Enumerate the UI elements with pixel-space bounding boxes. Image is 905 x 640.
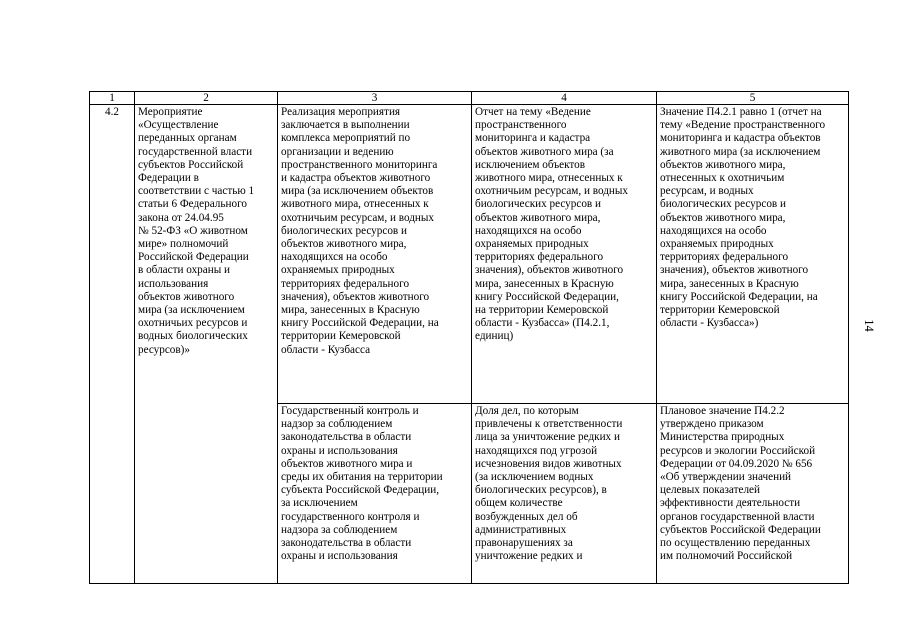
indicator-cell: Доля дел, по которым привлечены к ответственности лица за уничтожение редких и находящихся под угрозой исчезновения видов животных (за исключением водных биологических ресурсов), в общем количестве возбужденных дел об административных правонарушениях за уничтожение редких и [472,404,657,584]
row-number: 4.2 [90,105,135,584]
page-number: 14 [861,319,876,332]
implementation-cell: Реализация мероприятия заключается в выполнении комплекса мероприятий по организации и ведению пространственного мониторинга и кадастра объектов животного мира (за исключением объектов животного мира, отнесенных к охотничьим ресурсам, и водных биологических ресурсов и объектов животного мира, находящихся на особо охраняемых природных территориях федерального значения), объектов животного мира, занесенных в Красную книгу Российской Федерации, на территории Кемеровской области - Кузбасса [278,105,472,404]
indicator-cell: Отчет на тему «Ведение пространственного мониторинга и кадастра объектов животного мира (за исключением объектов животного мира, отнесенных к охотничьим ресурсам, и водных биологических ресурсов и объектов животного мира, находящихся на особо охраняемых природных территориях федерального значения), объектов животного мира, занесенных в Красную книгу Российской Федерации, на территории Кемеровской области - Кузбасса» (П4.2.1, единиц) [472,105,657,404]
implementation-cell: Государственный контроль и надзор за соблюдением законодательства в области охраны и использования объектов животного мира и среды их обитания на территории субъекта Российской Федерации, за исключением государственного контроля и надзора за соблюдением законодательства в области охраны и использования [278,404,472,584]
table-row [90,105,849,404]
column-number-1: 1 [90,92,135,105]
column-number-3: 3 [278,92,472,105]
column-number-4: 4 [472,92,657,105]
value-cell: Плановое значение П4.2.2 утверждено приказом Министерства природных ресурсов и экологии Российской Федерации от 04.09.2020 № 656 «Об утверждении значений целевых показателей эффективности деятельности органов государственной власти субъектов Российской Федерации по осуществлению переданных им полномочий Российской [657,404,849,584]
column-number-5: 5 [657,92,849,105]
value-cell: Значение П4.2.1 равно 1 (отчет на тему «Ведение пространственного мониторинга и кадастра объектов животного мира (за исключением объектов животного мира, отнесенных к охотничьим ресурсам, и водных биологических ресурсов и объектов животного мира, находящихся на особо охраняемых природных территориях федерального значения), объектов животного мира, занесенных в Красную книгу Российской Федерации, на территории Кемеровской области - Кузбасса») [657,105,849,404]
activity-cell: Мероприятие «Осуществление переданных органам государственной власти субъектов Российской Федерации в соответствии с частью 1 статьи 6 Федерального закона от 24.04.95 № 52-ФЗ «О животном мире» полномочий Российской Федерации в области охраны и использования объектов животного мира (за исключением охотничьих ресурсов и водных биологических ресурсов)» [135,105,278,584]
column-number-2: 2 [135,92,278,105]
program-table [89,91,849,584]
header-row [90,92,849,105]
